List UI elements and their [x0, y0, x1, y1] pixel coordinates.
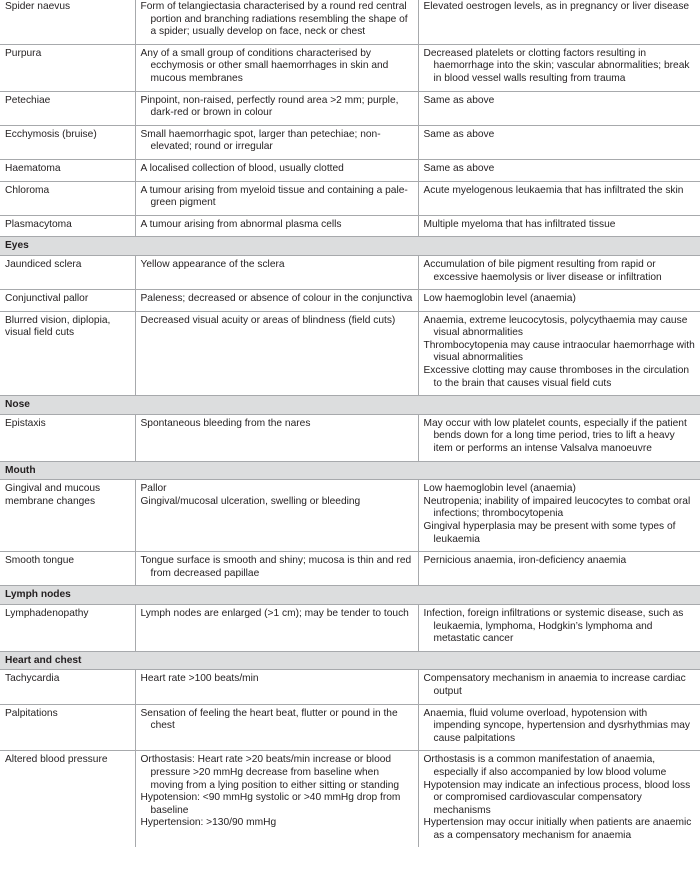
description-cell: [135, 290, 418, 312]
description-cell: [135, 215, 418, 237]
cause-cell: [418, 91, 700, 125]
description-line: Gingival/mucosal ulceration, swelling or bleeding: [140, 495, 361, 507]
cause-line: Neutropenia; inability of impaired leucocytes to combat oral infections; thrombocytopenia: [423, 495, 691, 520]
cause-cell: [418, 704, 700, 751]
cause-line: Hypertension may occur initially when patients are anaemic as a compensatory mechanism for anaemia: [423, 817, 692, 841]
table-row: [0, 311, 700, 396]
cause-cell: [418, 125, 700, 159]
table-row: [0, 44, 700, 91]
description-line: Orthostasis: Heart rate >20 beats/min increase or blood pressure >20 mmHg decrease from baseline when moving from a lying position to either sitting or standing: [140, 754, 400, 791]
sign-cell: Ecchymosis (bruise): [0, 125, 135, 159]
table-row: [0, 215, 700, 237]
sign-cell: Petechiae: [0, 91, 135, 125]
cause-cell: [418, 215, 700, 237]
description-line: Spontaneous bleeding from the nares: [140, 417, 311, 429]
cause-cell: [418, 414, 700, 461]
description-cell: [135, 181, 418, 215]
section-title: Mouth: [0, 461, 700, 480]
sign-cell: Plasmacytoma: [0, 215, 135, 237]
description-cell: [135, 255, 418, 289]
cause-line: Excessive clotting may cause thromboses in the circulation to the brain that causes visual field cuts: [423, 365, 690, 389]
cause-line: Same as above: [423, 128, 495, 140]
cause-line: Anaemia, fluid volume overload, hypotension with impending syncope, hypertension and dysrhythmias may cause palpitations: [423, 707, 691, 744]
sign-cell: Blurred vision, diplopia, visual field cuts: [0, 311, 135, 396]
description-line: Pallor: [140, 483, 167, 495]
table-row: [0, 0, 700, 44]
sign-cell: Smooth tongue: [0, 552, 135, 586]
section-header-row: [0, 586, 700, 605]
cause-line: Low haemoglobin level (anaemia): [423, 483, 576, 495]
cause-cell: [418, 311, 700, 396]
table-row: [0, 480, 700, 552]
table-row: [0, 125, 700, 159]
cause-line: Multiple myeloma that has infiltrated tissue: [423, 218, 616, 230]
cause-cell: [418, 604, 700, 651]
description-line: Heart rate >100 beats/min: [140, 673, 259, 685]
description-cell: [135, 91, 418, 125]
cause-cell: [418, 480, 700, 552]
cause-line: May occur with low platelet counts, especially if the patient bends down for a long time period, tries to lift a heavy item or performs an intense Valsalva manoeuvre: [423, 417, 687, 455]
description-line: Paleness; decreased or absence of colour in the conjunctiva: [140, 293, 413, 305]
section-title: Nose: [0, 396, 700, 415]
cause-cell: [418, 44, 700, 91]
cause-line: Orthostasis is a common manifestation of anaemia, especially if also accompanied by low blood volume: [423, 754, 667, 778]
cause-line: Same as above: [423, 94, 495, 106]
cause-line: Infection, foreign infiltrations or systemic disease, such as leukaemia, lymphoma, Hodgkin’s lymphoma and metastatic cancer: [423, 607, 684, 645]
sign-cell: Altered blood pressure: [0, 751, 135, 848]
section-header-row: [0, 461, 700, 480]
description-line: Any of a small group of conditions characterised by ecchymosis or other small haemorrhages in skin and mucous membranes: [140, 47, 389, 84]
table-row: [0, 91, 700, 125]
cause-line: Hypotension may indicate an infectious process, blood loss or compromised cardiovascular compensatory mechanisms: [423, 779, 691, 816]
description-cell: [135, 704, 418, 751]
description-cell: [135, 751, 418, 848]
description-cell: [135, 311, 418, 396]
cause-line: Decreased platelets or clotting factors resulting in haemorrhage into the skin; vascular abnormalities; break in blood vessel walls resulting from trauma: [423, 47, 690, 84]
cause-line: Same as above: [423, 162, 495, 174]
table-row: [0, 552, 700, 586]
table-row: [0, 414, 700, 461]
cause-cell: [418, 255, 700, 289]
cause-line: Anaemia, extreme leucocytosis, polycythaemia may cause visual abnormalities: [423, 314, 688, 339]
description-cell: [135, 670, 418, 704]
description-cell: [135, 125, 418, 159]
description-line: Small haemorrhagic spot, larger than petechiae; non-elevated; round or irregular: [140, 128, 381, 153]
description-line: Pinpoint, non-raised, perfectly round area >2 mm; purple, dark-red or brown in colour: [140, 94, 399, 119]
sign-cell: Spider naevus: [5, 1, 71, 12]
description-line: Sensation of feeling the heart beat, flutter or pound in the chest: [140, 707, 398, 732]
table-row: [0, 290, 700, 312]
cause-cell: [418, 290, 700, 312]
cause-line: Thrombocytopenia may cause intraocular haemorrhage with visual abnormalities: [423, 339, 695, 364]
sign-cell: Jaundiced sclera: [0, 255, 135, 289]
sign-cell: Palpitations: [0, 704, 135, 751]
cause-line: Pernicious anaemia, iron-deficiency anaemia: [423, 555, 627, 567]
cause-line: Gingival hyperplasia may be present with some types of leukaemia: [423, 521, 676, 545]
cause-cell: [418, 670, 700, 704]
description-line: Decreased visual acuity or areas of blindness (field cuts): [140, 314, 396, 326]
description-cell: [135, 159, 418, 181]
sign-cell: Haematoma: [0, 159, 135, 181]
table-row: [0, 159, 700, 181]
description-cell: [135, 44, 418, 91]
cause-cell: [418, 181, 700, 215]
cause-cell: [418, 552, 700, 586]
description-cell: [135, 604, 418, 651]
description-line: Yellow appearance of the sclera: [140, 258, 285, 270]
description-line: Hypotension: <90 mmHg systolic or >40 mmHg drop from baseline: [140, 792, 401, 816]
section-title: Lymph nodes: [0, 586, 700, 605]
description-line: Hypertension: >130/90 mmHg: [140, 817, 277, 829]
sign-cell: Epistaxis: [0, 414, 135, 461]
cause-line: Elevated oestrogen levels, as in pregnancy or liver disease: [423, 1, 690, 12]
description-cell: [135, 552, 418, 586]
cause-cell: [418, 159, 700, 181]
description-cell: [135, 0, 418, 44]
sign-cell: Gingival and mucous membrane changes: [0, 480, 135, 552]
description-line: Form of telangiectasia characterised by a round red central portion and branching radiations resembling the shape of a spider; usually develop on face, neck or chest: [140, 1, 408, 38]
sign-cell: Tachycardia: [0, 670, 135, 704]
table-row: [0, 604, 700, 651]
description-line: Tongue surface is smooth and shiny; mucosa is thin and red from decreased papillae: [140, 555, 412, 579]
sign-cell: Conjunctival pallor: [0, 290, 135, 312]
description-cell: [135, 480, 418, 552]
sign-cell: Lymphadenopathy: [0, 604, 135, 651]
section-title: Eyes: [0, 237, 700, 256]
table-row: [0, 704, 700, 751]
description-line: A localised collection of blood, usually clotted: [140, 162, 344, 174]
section-title: Heart and chest: [0, 651, 700, 670]
sign-cell: Purpura: [0, 44, 135, 91]
table-row: [0, 751, 700, 848]
cause-line: Accumulation of bile pigment resulting from rapid or excessive haemolysis or liver disease or infiltration: [423, 258, 662, 283]
table-row: [0, 181, 700, 215]
section-header-row: [0, 651, 700, 670]
sign-cell: Chloroma: [0, 181, 135, 215]
table-row: [0, 255, 700, 289]
description-line: A tumour arising from myeloid tissue and containing a pale-green pigment: [140, 184, 408, 209]
cause-cell: [418, 0, 700, 44]
section-header-row: [0, 237, 700, 256]
cause-line: Acute myelogenous leukaemia that has infiltrated the skin: [423, 184, 684, 196]
description-line: A tumour arising from abnormal plasma cells: [140, 218, 342, 230]
section-header-row: [0, 396, 700, 415]
cause-line: Low haemoglobin level (anaemia): [423, 293, 576, 305]
description-line: Lymph nodes are enlarged (>1 cm); may be tender to touch: [140, 607, 409, 619]
cause-line: Compensatory mechanism in anaemia to increase cardiac output: [423, 673, 686, 697]
cause-cell: [418, 751, 700, 848]
table-row: [0, 670, 700, 704]
description-cell: [135, 414, 418, 461]
